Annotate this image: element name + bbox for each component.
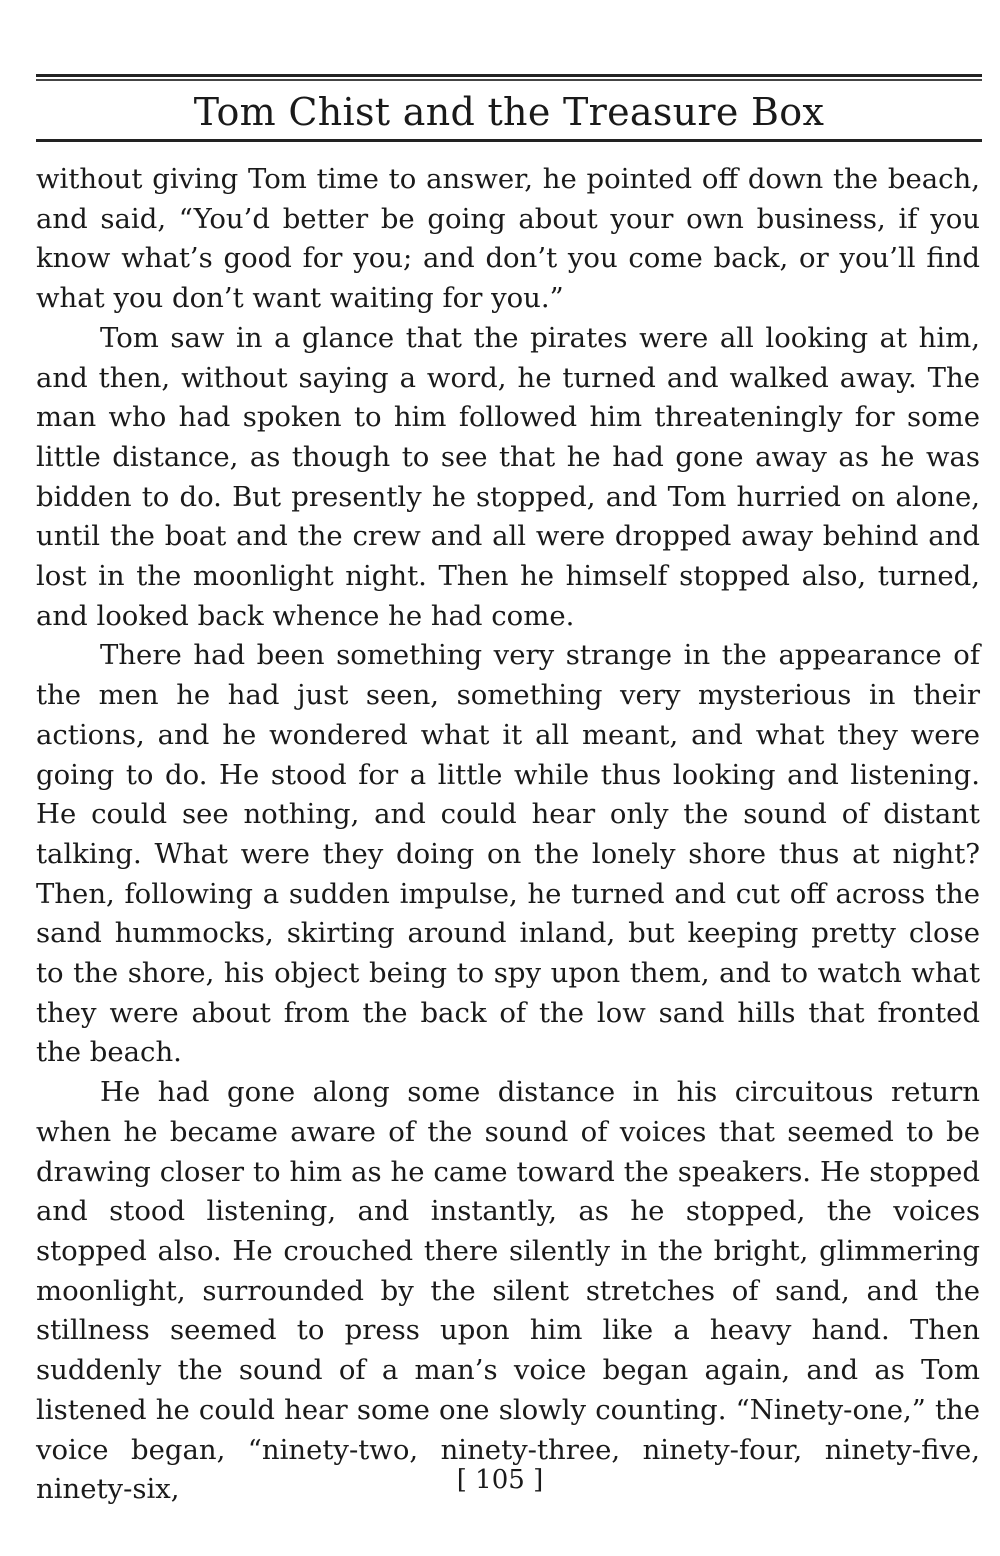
body-text <box>36 160 980 1510</box>
paragraph: He had gone along some distance in his circuitous return when he became aware of the sound of voices that seemed to be drawing closer to him as he came toward the speakers. He stopped and stood listening, and instantly, as he stopped, the voices stopped also. He crouched there silently in the bright, glimmering moonlight, surrounded by the silent stretches of sand, and the stillness seemed to press upon him like a heavy hand. Then suddenly the sound of a man’s voice began again, and as Tom listened he could hear some one slowly counting. “Ninety-one,” the voice began, “ninety-two, ninety-three, ninety-four, ninety-five, ninety-six, <box>36 1076 980 1506</box>
running-header-title: Tom Chist and the Treasure Box <box>193 90 825 134</box>
header-rule-bottom <box>36 139 982 142</box>
header-rule-top-thin <box>36 79 982 81</box>
header-rule-top <box>36 74 982 77</box>
paragraph: There had been something very strange in the appearance of the men he had just seen, something very mysterious in their actions, and he wondered what it all meant, and what they were going to do. He stood for a little while thus looking and listening. He could see nothing, and could hear only the sound of distant talking. What were they doing on the lonely shore thus at night? Then, following a sudden impulse, he turned and cut off across the sand hummocks, skirting around inland, but keeping pretty close to the shore, his object being to spy upon them, and to watch what they were about from the back of the low sand hills that fronted the beach. <box>36 639 980 1069</box>
paragraph: Tom saw in a glance that the pirates were all looking at him, and then, without saying a word, he turned and walked away. The man who had spoken to him followed him threateningly for some little distance, as though to see that he had gone away as he was bidden to do. But presently he stopped, and Tom hurried on alone, until the boat and the crew and all were dropped away behind and lost in the moonlight night. Then he himself stopped also, turned, and looked back whence he had come. <box>36 321 980 632</box>
paragraph: without giving Tom time to answer, he pointed off down the beach, and said, “You’d better be going about your own business, if you know what’s good for you; and don’t you come back, or you’ll find what you don’t want waiting for you.” <box>36 163 980 315</box>
page-number: [ 105 ] <box>456 1465 544 1495</box>
